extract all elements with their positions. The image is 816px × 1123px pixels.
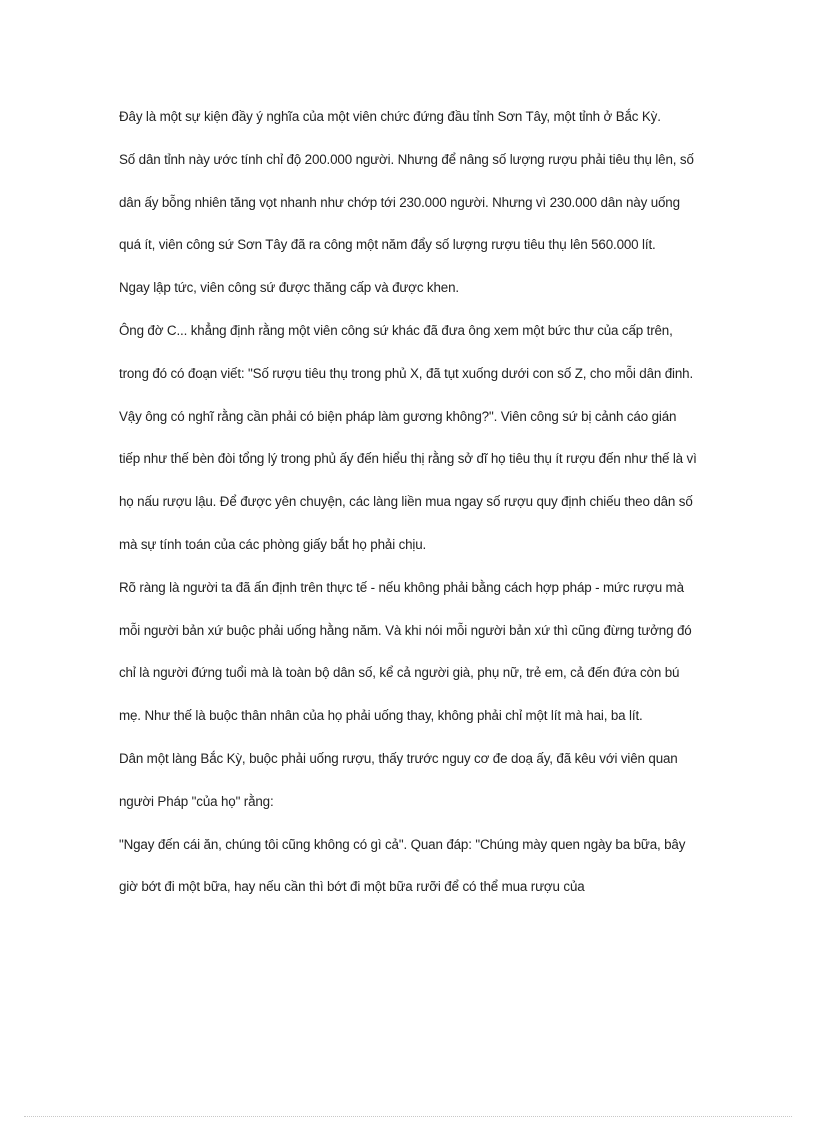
document-body [119,96,697,909]
paragraph-official-reply: "Ngay đến cái ăn, chúng tôi cũng không có gì cả". Quan đáp: "Chúng mày quen ngày ba bữa, bây giờ bớt đi một bữa, hay nếu cần thì bớt đi một bữa rưỡi để có thể mua rượu của [119,836,686,895]
page-bottom-divider [24,1116,792,1117]
paragraph-son-tay-event: Đây là một sự kiện đầy ý nghĩa của một viên chức đứng đầu tỉnh Sơn Tây, một tỉnh ở Bắc Kỳ. [119,109,661,124]
paragraph-population: Số dân tỉnh này ước tính chỉ độ 200.000 người. Nhưng để nâng số lượng rượu phải tiêu thụ lên, số dân ấy bỗng nhiên tăng vọt nhanh như chớp tới 230.000 người. Nhưng vì 230.000 dân này uống quá ít, viên công sứ Sơn Tây đã ra công một năm đẩy số lượng rượu tiêu thụ lên 560.000 lít. [119,151,694,253]
paragraph-village-complaint: Dân một làng Bắc Kỳ, buộc phải uống rượu, thấy trước nguy cơ đe doạ ấy, đã kêu với viên quan người Pháp "của họ" rằng: [119,750,678,809]
paragraph-letter: Ông đờ C... khẳng định rằng một viên công sứ khác đã đưa ông xem một bức thư của cấp trên, trong đó có đoạn viết: "Số rượu tiêu thụ trong phủ X, đã tụt xuống dưới con số Z, cho mỗi dân đinh. Vậy ông có nghĩ rằng cần phải có biện pháp làm gương không?". Viên công sứ bị cảnh cáo gián tiếp như thế bèn đòi tổng lý trong phủ ấy đến hiểu thị rằng sở dĩ họ tiêu thụ ít rượu đến như thế là vì họ nấu rượu lậu. Để được yên chuyện, các làng liền mua ngay số rượu quy định chiếu theo dân số mà sự tính toán của các phòng giấy bắt họ phải chịu. [119,322,697,552]
paragraph-promotion: Ngay lập tức, viên công sứ được thăng cấp và được khen. [119,280,459,296]
paragraph-quota: Rõ ràng là người ta đã ấn định trên thực tế - nếu không phải bằng cách hợp pháp - mức rượu mà mỗi người bản xứ buộc phải uống hằng năm. Và khi nói mỗi người bản xứ thì cũng đừng tưởng đó chỉ là người đứng tuổi mà là toàn bộ dân số, kể cả người già, phụ nữ, trẻ em, cả đến đứa còn bú mẹ. Như thế là buộc thân nhân của họ phải uống thay, không phải chỉ một lít mà hai, ba lít. [119,579,692,724]
